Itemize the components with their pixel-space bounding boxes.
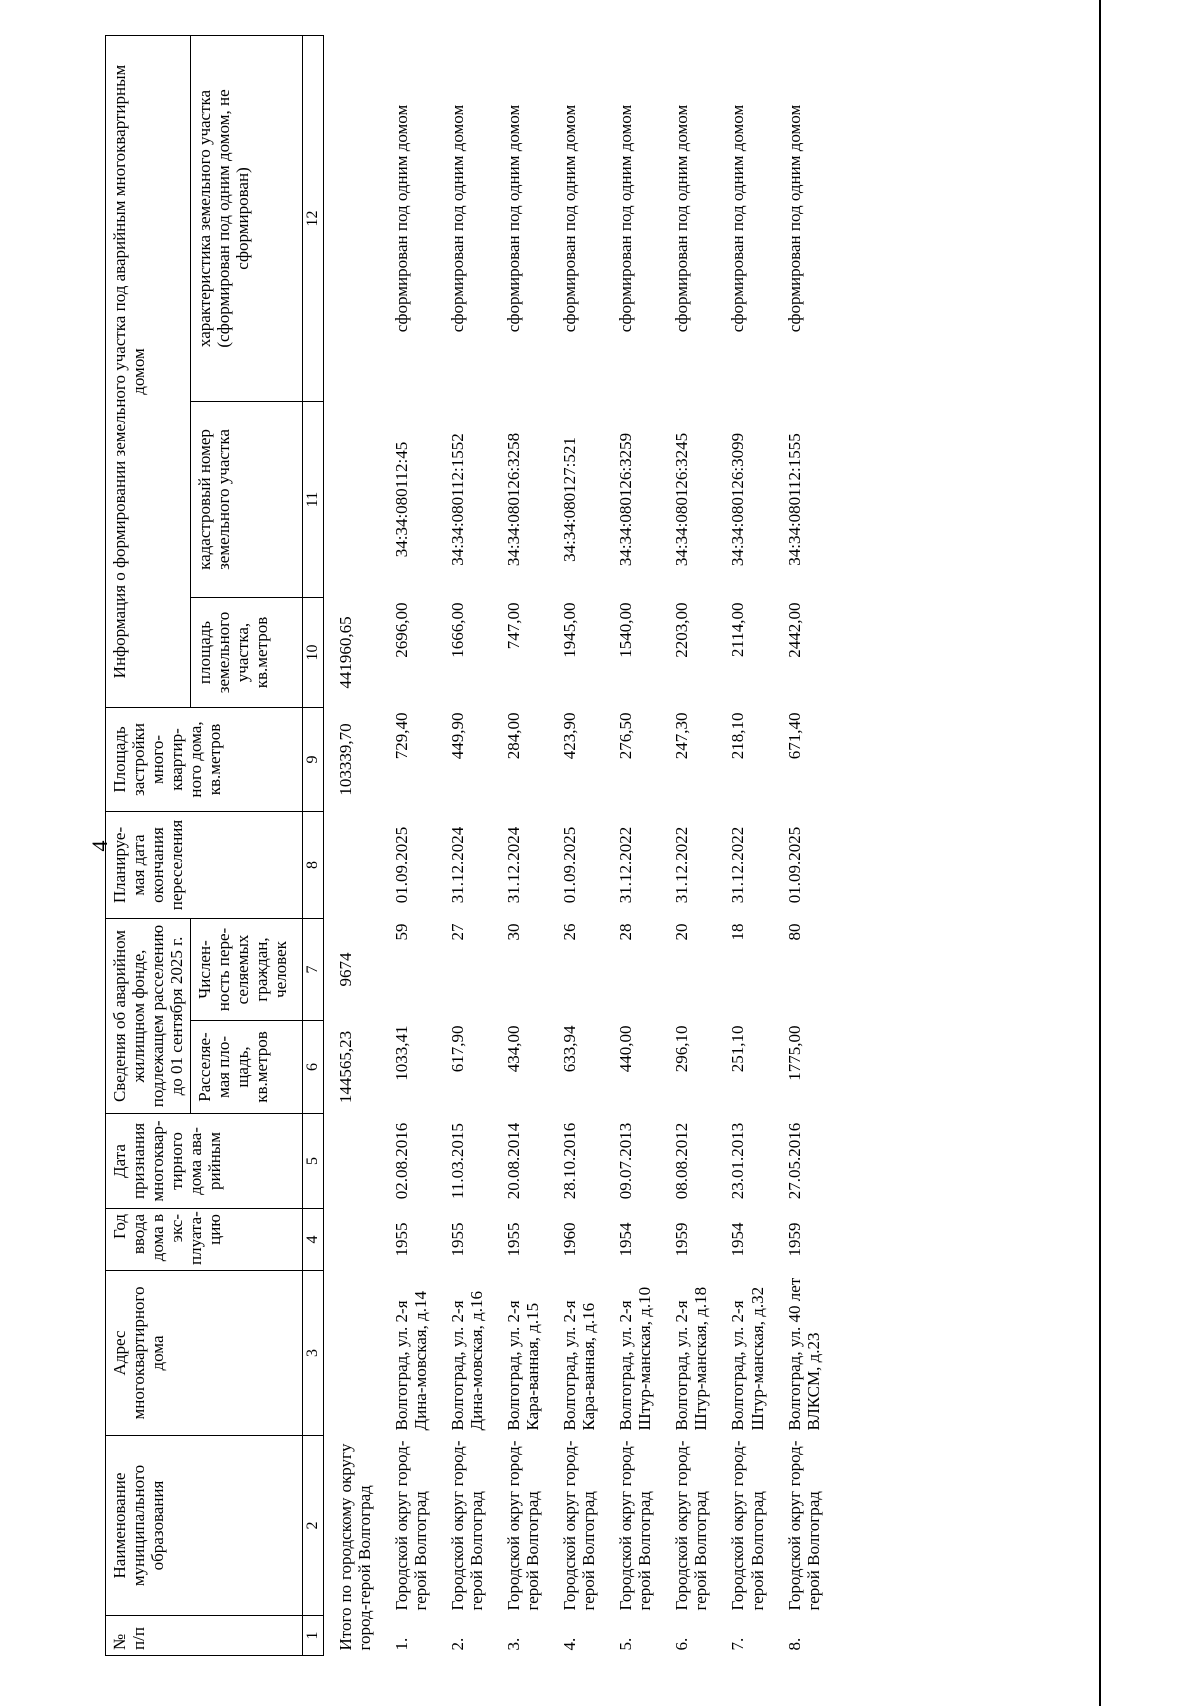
table-row [660, 35, 716, 1655]
total-label: Итого по городскому округу город-герой Волгоград [336, 1443, 375, 1651]
row-cadastral: 34:34:080126:3099 [728, 432, 748, 567]
row-number: 4. [560, 1637, 580, 1651]
row-build-area: 247,30 [672, 712, 692, 760]
table-row [548, 35, 604, 1655]
row-date-recognized: 20.08.2014 [504, 1122, 524, 1200]
row-date-recognized: 11.03.2015 [448, 1123, 468, 1199]
column-number: 11 [303, 402, 324, 598]
row-people: 30 [504, 923, 524, 941]
row-land-area: 2114,00 [728, 602, 748, 658]
row-municipality: Городской округ город-герой Волгоград [728, 1440, 767, 1611]
header-number: № п/п [106, 1616, 303, 1656]
total-row [324, 35, 381, 1655]
row-date-recognized: 09.07.2013 [616, 1122, 636, 1200]
page-number: 4 [87, 840, 112, 852]
row-municipality: Городской округ город-герой Волгоград [392, 1440, 431, 1611]
row-cadastral: 34:34:080112:45 [392, 441, 412, 558]
row-land-status: сформирован под одним домом [504, 104, 524, 333]
column-number-row [303, 35, 324, 1655]
row-address: Волгоград, ул. 2-я Штур-манская, д.32 [728, 1286, 767, 1431]
row-date-recognized: 08.08.2012 [672, 1122, 692, 1200]
row-area-resettled: 251,10 [728, 1025, 748, 1073]
row-number: 3. [504, 1637, 524, 1651]
row-date-recognized: 23.01.2013 [728, 1122, 748, 1200]
row-date-recognized: 28.10.2016 [560, 1122, 580, 1200]
row-land-status: сформирован под одним домом [672, 104, 692, 333]
row-build-area: 449,90 [448, 712, 468, 760]
row-municipality: Городской округ город-герой Волгоград [448, 1440, 487, 1611]
table-row [604, 35, 660, 1655]
header-municipality: Наименование муниципального образования [106, 1436, 303, 1616]
row-people: 80 [784, 923, 804, 941]
total-people: 9674 [336, 952, 356, 987]
row-land-status: сформирован под одним домом [616, 104, 636, 333]
row-cadastral: 34:34:080112:1555 [784, 433, 804, 566]
row-cadastral: 34:34:080126:3259 [616, 432, 636, 567]
row-land-status: сформирован под одним домом [448, 104, 468, 333]
header-land-group: Информация о формировании земельного участка под аварийным многоквартирным домом [106, 35, 191, 707]
row-land-status: сформирован под одним домом [560, 104, 580, 333]
row-build-area: 671,40 [784, 712, 804, 760]
header-land-area: площадь земельного участка, кв.метров [191, 598, 303, 708]
row-planned-date: 31.12.2024 [504, 826, 524, 904]
row-area-resettled: 440,00 [616, 1025, 636, 1073]
column-number: 4 [303, 1209, 324, 1271]
header-date-recognized: Дата признания многоквар-тирного дома ава-рийным [106, 1114, 303, 1209]
row-year: 1960 [560, 1222, 580, 1257]
row-build-area: 276,50 [616, 712, 636, 760]
row-build-area: 423,90 [560, 712, 580, 760]
row-planned-date: 31.12.2022 [616, 826, 636, 904]
row-year: 1955 [392, 1222, 412, 1257]
row-land-area: 747,00 [504, 602, 524, 650]
header-fund-group: Сведения об аварийном жилищном фонде, подлежащем расселению до 01 сентября 2025 г. [106, 919, 191, 1114]
row-people: 18 [728, 923, 748, 941]
header-address: Адрес многоквартирного дома [106, 1271, 303, 1436]
row-planned-date: 31.12.2022 [728, 826, 748, 904]
row-municipality: Городской округ город-герой Волгоград [672, 1440, 711, 1611]
column-number: 10 [303, 598, 324, 708]
row-land-area: 2203,00 [672, 602, 692, 658]
row-land-status: сформирован под одним домом [392, 104, 412, 333]
column-number: 5 [303, 1114, 324, 1209]
total-area-resettled: 144565,23 [336, 1030, 356, 1104]
total-build-area: 103339,70 [336, 723, 356, 796]
column-number: 3 [303, 1271, 324, 1436]
table-row [436, 35, 492, 1655]
row-land-status: сформирован под одним домом [728, 104, 748, 333]
table-row [716, 35, 772, 1655]
row-land-area: 1945,00 [560, 602, 580, 658]
row-planned-date: 31.12.2022 [672, 826, 692, 904]
row-land-area: 2442,00 [784, 602, 804, 658]
row-planned-date: 01.09.2025 [392, 826, 412, 904]
row-people: 20 [672, 923, 692, 941]
row-area-resettled: 617,90 [448, 1025, 468, 1073]
row-number: 1. [392, 1637, 412, 1651]
row-number: 6. [672, 1637, 692, 1651]
column-number: 9 [303, 708, 324, 812]
row-area-resettled: 1775,00 [784, 1025, 804, 1081]
row-land-area: 1540,00 [616, 602, 636, 658]
table-row [380, 35, 436, 1655]
row-area-resettled: 1033,41 [392, 1025, 412, 1081]
column-number: 7 [303, 919, 324, 1021]
row-land-area: 1666,00 [448, 602, 468, 658]
row-year: 1954 [616, 1222, 636, 1257]
row-year: 1954 [728, 1222, 748, 1257]
row-address: Волгоград, ул. 2-я Штур-манская, д.18 [672, 1286, 711, 1431]
row-municipality: Городской округ город-герой Волгоград [784, 1440, 823, 1611]
row-year: 1959 [672, 1222, 692, 1257]
row-year: 1955 [504, 1222, 524, 1257]
table-row [773, 35, 829, 1655]
header-cadastral: кадастровый номер земельного участка [191, 402, 303, 598]
row-number: 5. [616, 1637, 636, 1651]
header-area-resettled: Расселяе-мая пло-щадь, кв.метров [191, 1021, 303, 1114]
row-land-area: 2696,00 [392, 602, 412, 658]
row-address: Волгоград, ул. 2-я Дина-мовская, д.14 [392, 1291, 431, 1431]
row-municipality: Городской округ город-герой Волгоград [504, 1440, 543, 1611]
row-date-recognized: 02.08.2016 [392, 1122, 412, 1200]
row-people: 27 [448, 923, 468, 941]
row-address: Волгоград, ул. 2-я Кара-ванная, д.16 [560, 1300, 599, 1431]
row-people: 59 [392, 923, 412, 941]
row-area-resettled: 434,00 [504, 1025, 524, 1073]
row-build-area: 729,40 [392, 712, 412, 760]
row-build-area: 284,00 [504, 712, 524, 760]
header-build-area: Площадь застройки много-квартир-ного дома, кв.метров [106, 708, 303, 812]
header-planned-date: Планируе-мая дата окончания переселения [106, 812, 303, 919]
row-cadastral: 34:34:080126:3245 [672, 432, 692, 567]
row-area-resettled: 296,10 [672, 1025, 692, 1073]
row-cadastral: 34:34:080127:521 [560, 437, 580, 562]
row-year: 1955 [448, 1222, 468, 1257]
column-number: 8 [303, 812, 324, 919]
row-planned-date: 01.09.2025 [560, 826, 580, 904]
table-row [492, 35, 548, 1655]
total-land-area: 441960,65 [336, 616, 356, 689]
row-number: 8. [784, 1637, 804, 1651]
row-people: 28 [616, 923, 636, 941]
row-address: Волгоград, ул. 2-я Штур-манская, д.10 [616, 1286, 655, 1431]
row-planned-date: 31.12.2024 [448, 826, 468, 904]
header-year: Год ввода дома в экс-плуата-цию [106, 1209, 303, 1271]
header-land-status: характеристика земельного участка (сформирован под одним домом, не сформирован) [191, 35, 303, 401]
row-number: 2. [448, 1637, 468, 1651]
row-date-recognized: 27.05.2016 [784, 1122, 804, 1200]
row-address: Волгоград, ул. 40 лет ВЛКСМ, д.23 [784, 1277, 823, 1431]
resettlement-table [105, 35, 829, 1656]
row-address: Волгоград, ул. 2-я Дина-мовская, д.16 [448, 1291, 487, 1431]
rotated-page [87, 36, 1182, 1656]
row-build-area: 218,10 [728, 712, 748, 760]
row-address: Волгоград, ул. 2-я Кара-ванная, д.15 [504, 1300, 543, 1431]
column-number: 6 [303, 1021, 324, 1114]
row-municipality: Городской округ город-герой Волгоград [616, 1440, 655, 1611]
column-number: 1 [303, 1616, 324, 1656]
row-people: 26 [560, 923, 580, 941]
row-land-status: сформирован под одним домом [784, 104, 804, 333]
row-cadastral: 34:34:080112:1552 [448, 433, 468, 566]
row-area-resettled: 633,94 [560, 1025, 580, 1073]
column-number: 2 [303, 1436, 324, 1616]
header-people: Числен-ность пере-селяемых граждан, человек [191, 919, 303, 1021]
row-number: 7. [728, 1637, 748, 1651]
row-year: 1959 [784, 1222, 804, 1257]
row-municipality: Городской округ город-герой Волгоград [560, 1440, 599, 1611]
row-cadastral: 34:34:080126:3258 [504, 432, 524, 567]
row-planned-date: 01.09.2025 [784, 826, 804, 904]
column-number: 12 [303, 35, 324, 401]
